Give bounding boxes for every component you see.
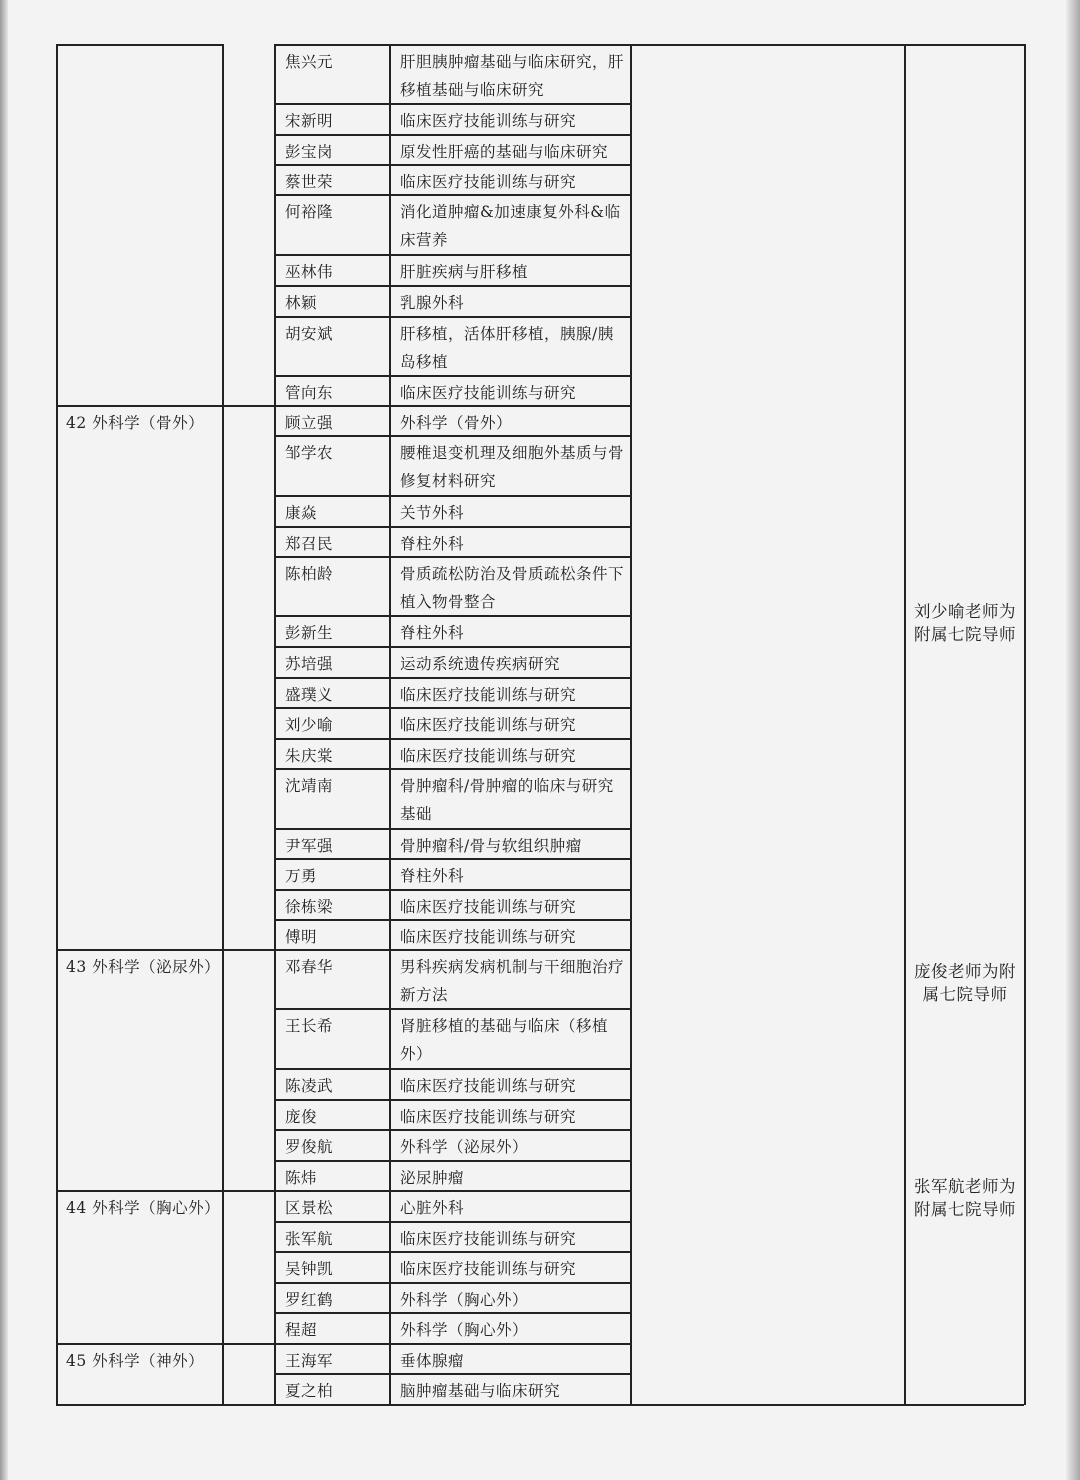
section-divider [56, 1190, 274, 1192]
research-direction-cell: 临床医疗技能训练与研究 [400, 173, 577, 191]
teacher-name-cell: 王海军 [285, 1352, 334, 1370]
teacher-name-cell: 刘少喻 [285, 716, 334, 734]
row-divider [274, 1160, 630, 1162]
teacher-name-cell: 苏培强 [285, 655, 334, 673]
row-divider [274, 405, 630, 407]
teacher-name-cell: 傅明 [285, 928, 318, 946]
remark-note: 庞俊老师为附属七院导师 [914, 962, 1016, 1004]
teacher-name-cell: 夏之柏 [285, 1382, 334, 1400]
row-divider [274, 1068, 630, 1070]
column-divider [274, 44, 276, 1405]
research-direction-cell: 临床医疗技能训练与研究 [400, 1077, 577, 1095]
research-direction-cell: 外科学（胸心外） [400, 1321, 529, 1339]
row-divider [274, 285, 630, 287]
row-divider [274, 1251, 630, 1253]
research-direction-cell: 肝脏疾病与肝移植 [400, 263, 529, 281]
research-direction-cell: 临床医疗技能训练与研究 [400, 686, 577, 704]
row-divider [274, 134, 630, 136]
row-divider [274, 103, 630, 105]
column-divider [389, 44, 391, 1405]
teacher-name-cell: 程超 [285, 1321, 318, 1339]
research-direction-cell: 乳腺外科 [400, 294, 465, 312]
column-divider [222, 44, 224, 1405]
teacher-name-cell: 朱庆棠 [285, 747, 334, 765]
research-direction-cell: 骨肿瘤科/骨与软组织肿瘤 [400, 837, 582, 855]
row-divider [274, 1008, 630, 1010]
teacher-name-cell: 邓春华 [285, 958, 334, 976]
table-top-border [274, 44, 1024, 46]
research-direction-cell: 男科疾病发病机制与干细胞治疗新方法 [400, 958, 625, 1004]
column-divider [56, 44, 58, 1405]
teacher-name-cell: 郑召民 [285, 535, 334, 553]
row-divider [274, 858, 630, 860]
row-divider [274, 1190, 630, 1192]
teacher-name-cell: 陈炜 [285, 1169, 318, 1187]
row-divider [274, 164, 630, 166]
research-direction-cell: 肝移植，活体肝移植，胰腺/胰岛移植 [400, 325, 614, 371]
research-direction-cell: 心脏外科 [400, 1199, 465, 1217]
column-divider [630, 44, 632, 1405]
row-divider [274, 1221, 630, 1223]
major-label: 42 外科学（骨外） [66, 414, 205, 432]
row-divider [274, 1343, 630, 1345]
row-divider [274, 768, 630, 770]
research-direction-cell: 临床医疗技能训练与研究 [400, 384, 577, 402]
row-divider [274, 375, 630, 377]
research-direction-cell: 原发性肝癌的基础与临床研究 [400, 143, 609, 161]
teacher-name-cell: 焦兴元 [285, 53, 334, 71]
teacher-name-cell: 罗红鹤 [285, 1291, 334, 1309]
row-divider [274, 1282, 630, 1284]
research-direction-cell: 临床医疗技能训练与研究 [400, 1230, 577, 1248]
research-direction-cell: 垂体腺瘤 [400, 1352, 465, 1370]
row-divider [274, 1099, 630, 1101]
research-direction-cell: 肝胆胰肿瘤基础与临床研究，肝移植基础与临床研究 [400, 53, 625, 99]
teacher-name-cell: 邹学农 [285, 444, 334, 462]
teacher-name-cell: 陈柏龄 [285, 565, 334, 583]
research-direction-cell: 骨肿瘤科/骨肿瘤的临床与研究基础 [400, 777, 614, 823]
row-divider [274, 435, 630, 437]
teacher-name-cell: 沈靖南 [285, 777, 334, 795]
research-direction-cell: 腰椎退变机理及细胞外基质与骨修复材料研究 [400, 444, 625, 490]
research-direction-cell: 外科学（泌尿外） [400, 1138, 529, 1156]
row-divider [274, 615, 630, 617]
teacher-name-cell: 胡安斌 [285, 325, 334, 343]
research-direction-cell: 骨质疏松防治及骨质疏松条件下植入物骨整合 [400, 565, 625, 611]
table-top-border [56, 44, 222, 46]
teacher-name-cell: 彭新生 [285, 624, 334, 642]
column-divider [1024, 44, 1026, 1405]
research-direction-cell: 临床医疗技能训练与研究 [400, 1108, 577, 1126]
teacher-name-cell: 张军航 [285, 1230, 334, 1248]
teacher-name-cell: 盛璞义 [285, 686, 334, 704]
row-divider [274, 738, 630, 740]
row-divider [274, 495, 630, 497]
research-direction-cell: 消化道肿瘤&加速康复外科&临床营养 [400, 203, 621, 249]
row-divider [274, 254, 630, 256]
row-divider [274, 1129, 630, 1131]
research-direction-cell: 脑肿瘤基础与临床研究 [400, 1382, 561, 1400]
section-divider [56, 949, 274, 951]
remark-note: 张军航老师为附属七院导师 [914, 1177, 1016, 1219]
research-direction-cell: 关节外科 [400, 504, 465, 522]
row-divider [274, 556, 630, 558]
row-divider [274, 1404, 630, 1406]
research-direction-cell: 临床医疗技能训练与研究 [400, 898, 577, 916]
teacher-name-cell: 林颖 [285, 294, 318, 312]
research-direction-cell: 临床医疗技能训练与研究 [400, 928, 577, 946]
row-divider [274, 526, 630, 528]
research-direction-cell: 外科学（胸心外） [400, 1291, 529, 1309]
teacher-name-cell: 王长希 [285, 1017, 334, 1035]
teacher-name-cell: 吴钟凯 [285, 1260, 334, 1278]
teacher-name-cell: 康焱 [285, 504, 318, 522]
teacher-name-cell: 管向东 [285, 384, 334, 402]
row-divider [274, 1312, 630, 1314]
teacher-name-cell: 顾立强 [285, 414, 334, 432]
research-direction-cell: 脊柱外科 [400, 867, 465, 885]
research-direction-cell: 临床医疗技能训练与研究 [400, 716, 577, 734]
research-direction-cell: 临床医疗技能训练与研究 [400, 747, 577, 765]
teacher-name-cell: 彭宝岗 [285, 143, 334, 161]
research-direction-cell: 泌尿肿瘤 [400, 1169, 465, 1187]
section-divider [56, 1343, 274, 1345]
row-divider [274, 828, 630, 830]
major-label: 45 外科学（神外） [66, 1352, 205, 1370]
research-direction-cell: 外科学（骨外） [400, 414, 513, 432]
research-direction-cell: 肾脏移植的基础与临床（移植外） [400, 1017, 609, 1063]
teacher-name-cell: 宋新明 [285, 112, 334, 130]
major-label: 43 外科学（泌尿外） [66, 958, 221, 976]
row-divider [274, 646, 630, 648]
research-direction-cell: 临床医疗技能训练与研究 [400, 112, 577, 130]
research-direction-cell: 脊柱外科 [400, 624, 465, 642]
remark-note: 刘少喻老师为附属七院导师 [914, 602, 1016, 644]
row-divider [274, 949, 630, 951]
teacher-name-cell: 罗俊航 [285, 1138, 334, 1156]
teacher-name-cell: 徐栋梁 [285, 898, 334, 916]
teacher-name-cell: 区景松 [285, 1199, 334, 1217]
row-divider [274, 919, 630, 921]
research-direction-cell: 临床医疗技能训练与研究 [400, 1260, 577, 1278]
row-divider [274, 677, 630, 679]
section-divider [56, 405, 274, 407]
research-direction-cell: 运动系统遗传疾病研究 [400, 655, 561, 673]
major-label: 44 外科学（胸心外） [66, 1199, 221, 1217]
row-divider [274, 194, 630, 196]
row-divider [274, 1373, 630, 1375]
teacher-name-cell: 何裕隆 [285, 203, 334, 221]
teacher-name-cell: 尹军强 [285, 837, 334, 855]
teacher-name-cell: 巫林伟 [285, 263, 334, 281]
teacher-name-cell: 蔡世荣 [285, 173, 334, 191]
teacher-name-cell: 庞俊 [285, 1108, 318, 1126]
teacher-name-cell: 万勇 [285, 867, 318, 885]
teacher-name-cell: 陈凌武 [285, 1077, 334, 1095]
research-direction-cell: 脊柱外科 [400, 535, 465, 553]
row-divider [274, 889, 630, 891]
row-divider [274, 316, 630, 318]
column-divider [904, 44, 906, 1405]
row-divider [274, 707, 630, 709]
